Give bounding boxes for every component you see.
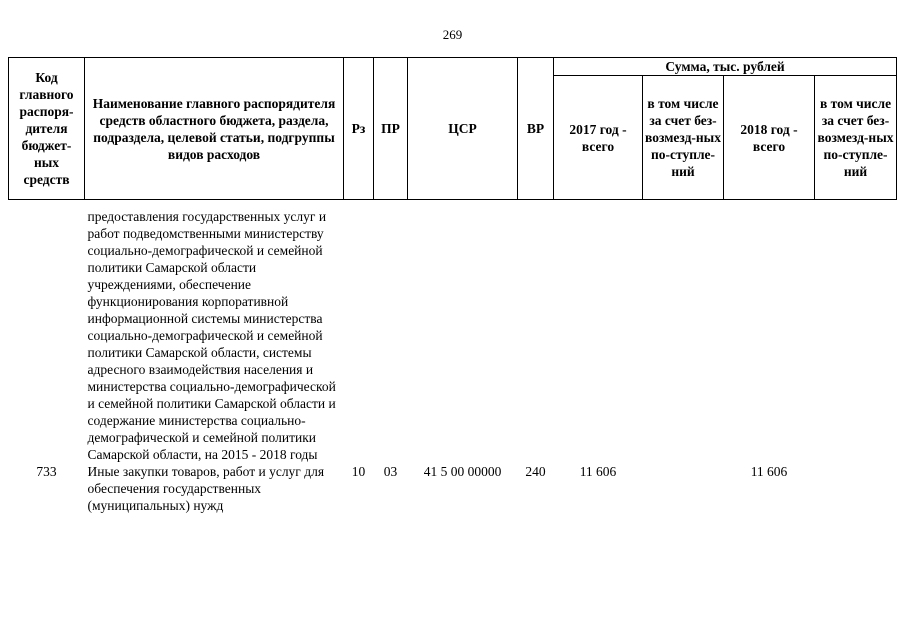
cell-name: предоставления государственных услуг и работ подведомственными министерству социально-демографической и семейной политики Самарской области учреждениями, обеспечение функционирования корпоративной информационной системы министерства социально-демографической и семейной политики Самарской области, системы адресного взаимодействия населения и министерства социально-демографической и семейной политики Самарской области и содержание министерства социально-демографической и семейной политики Самарской области, на 2015 - 2018 годы [87, 209, 336, 462]
header-csr: ЦСР [408, 58, 518, 200]
header-2017-free: в том числе за счет без-возмезд-ных по-ступле-ний [643, 76, 724, 200]
header-2017-total: 2017 год - всего [554, 76, 643, 200]
page-number: 269 [442, 27, 463, 42]
header-vr: ВР [518, 58, 554, 200]
cell-2017-total [554, 208, 643, 463]
header-pr: ПР [374, 58, 408, 200]
cell-code [9, 208, 85, 463]
cell-2018-free [815, 208, 897, 463]
table-header [9, 58, 897, 200]
spacer-row [9, 200, 897, 209]
cell-code: 733 [36, 464, 57, 479]
cell-name: Иные закупки товаров, работ и услуг для обеспечения государственных (муниципальных) нужд [87, 464, 325, 513]
header-sum-group: Сумма, тыс. рублей [554, 58, 897, 76]
cell-rz [344, 208, 374, 463]
cell-rz: 10 [351, 464, 366, 479]
header-code: Код главного распоря-дителя бюджет-ных средств [9, 58, 85, 200]
cell-2017-free [643, 463, 724, 514]
table-body [9, 200, 897, 515]
cell-2018-free [815, 463, 897, 514]
cell-2018-total: 11 606 [750, 464, 788, 479]
table-row [9, 208, 897, 463]
budget-table [8, 57, 897, 514]
cell-vr: 240 [525, 464, 546, 479]
cell-2017-free [643, 208, 724, 463]
cell-vr [518, 208, 554, 463]
cell-csr: 41 5 00 00000 [423, 464, 502, 479]
cell-pr [374, 208, 408, 463]
header-2018-total: 2018 год - всего [724, 76, 815, 200]
header-row-1 [9, 58, 897, 76]
cell-pr: 03 [383, 464, 398, 479]
cell-csr [408, 208, 518, 463]
cell-2017-total: 11 606 [579, 464, 617, 479]
table-row [9, 463, 897, 514]
header-2018-free: в том числе за счет без-возмезд-ных по-ступле-ний [815, 76, 897, 200]
cell-2018-total [724, 208, 815, 463]
header-rz: Рз [344, 58, 374, 200]
header-name: Наименование главного распорядителя средств областного бюджета, раздела, подраздела, целевой статьи, подгруппы видов расходов [85, 58, 344, 200]
